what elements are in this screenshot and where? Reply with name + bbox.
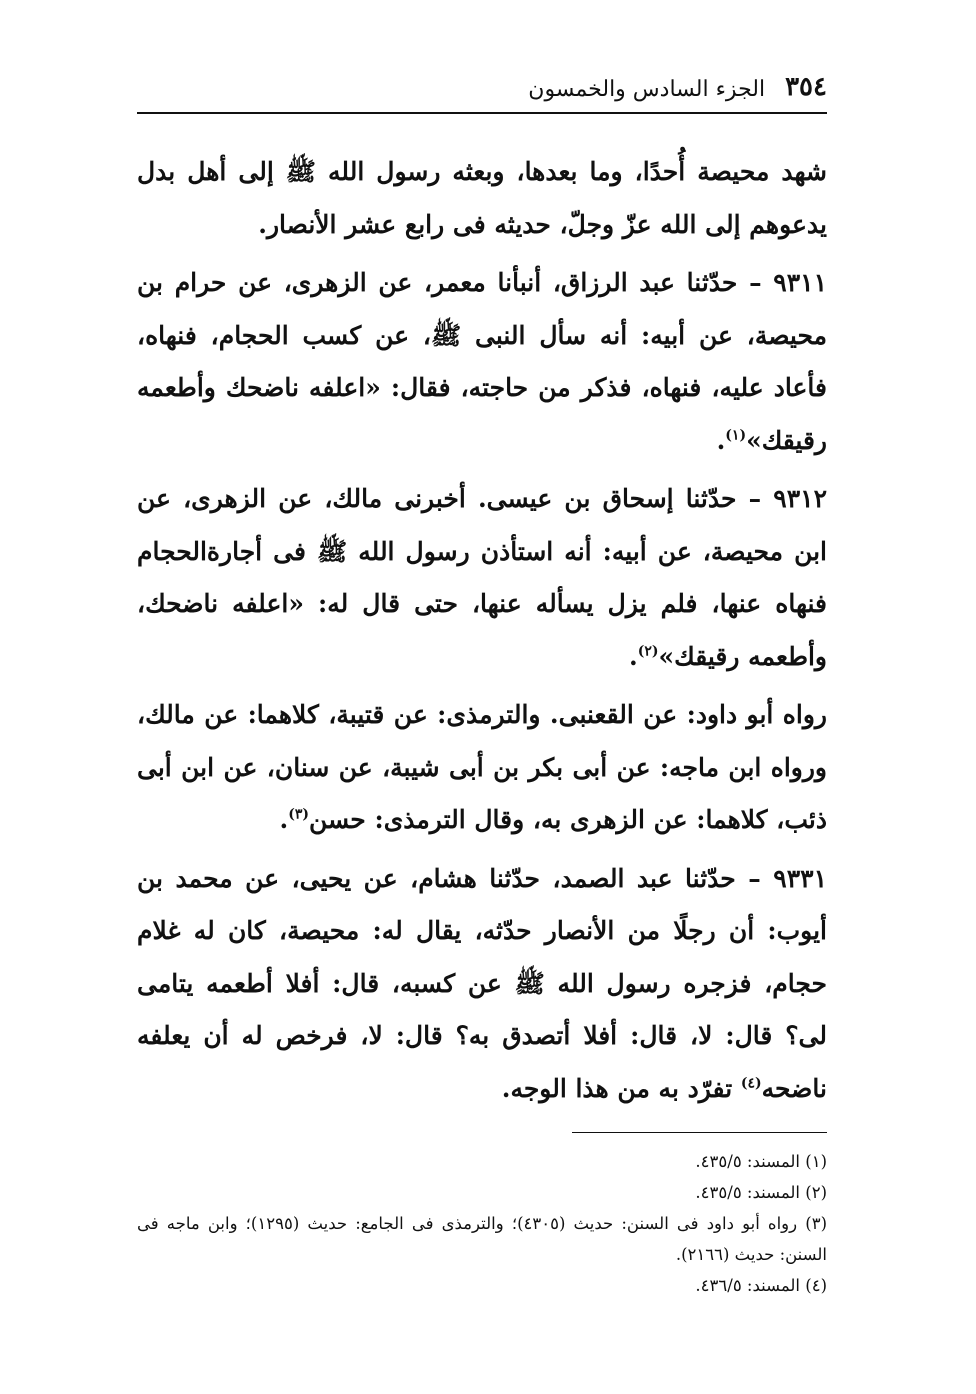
hadith-text: – حدّثنا عبد الرزاق، أنبأنا معمر، عن الزهرى، عن حرام بن محيصة، عن أبيه: أنه سأل النبى ﷺ، عن كسب الحجام، فنهاه، فأعاد عليه، فنهاه، فذكر من حاجته، فقال: «اعلفه ناضحك وأطعمه رقيقك» (137, 268, 827, 455)
footnote-marker: (٤) (740, 1075, 762, 1092)
paragraph-text: شهد محيصة أُحدًا، وما بعدها، وبعثه رسول الله ﷺ إلى أهل بدل يدعوهم إلى الله عزّ وجلّ، حديثه فى رابع عشر الأنصار. (137, 157, 827, 239)
main-text (137, 146, 827, 1115)
paragraph-text: رواه أبو داود: عن القعنبى. والترمذى: عن قتيبة، كلاهما: عن مالك، ورواه ابن ماجه: عن أبى بكر بن أبى شيبة، عن سنان، عن ابن أبى ذئب، كلاهما: عن الزهرى به، وقال الترمذى: حسن (137, 700, 827, 834)
paragraph-text-tail: . (279, 805, 289, 834)
footnote-4: (٤) المسند: ٤٣٦/٥. (695, 1276, 827, 1295)
footnote-marker: (١) (725, 427, 747, 444)
hadith-number: ٩٣٣١ (773, 863, 827, 893)
running-title: الجزء السادس والخمسون (528, 77, 766, 102)
hadith-9311 (137, 257, 827, 467)
page-header (137, 62, 827, 102)
hadith-number: ٩٣١١ (773, 268, 827, 297)
hadith-text-tail: . (629, 641, 638, 671)
takhrij-paragraph (137, 689, 827, 847)
paragraph-intro (137, 146, 827, 251)
footnote-marker: (٣) (288, 806, 309, 823)
hadith-9331 (137, 853, 827, 1116)
footnotes (137, 1146, 827, 1301)
hadith-text: – حدّثنا عبد الصمد، حدّثنا هشام، عن يحيى، عن محمد بن أيوب: أن رجلًا من الأنصار حدّثه، يقال له: محيصة، كان له غلام حجام، فزجره رسول الله ﷺ عن كسبه، قال: أفلا أطعمه يتامى لى؟ قال: لا، قال: أفلا أتصدق به؟ قال: لا، فرخص له أن يعلفه ناضحه (137, 863, 827, 1103)
footnote-marker: (٢) (637, 643, 659, 660)
header-rule (137, 112, 827, 114)
hadith-number: ٩٣١٢ (773, 484, 827, 513)
footnote-1: (١) المسند: ٤٣٥/٥. (695, 1152, 827, 1171)
footnote-3: (٣) رواه أبو داود فى السنن: حديث (٤٣٠٥)؛ والترمذى فى الجامع: حديث (١٢٩٥)؛ وابن ماجه فى السنن: حديث (٢١٦٦). (137, 1214, 827, 1264)
page-number: ٣٥٤ (785, 72, 827, 102)
hadith-text: – حدّثنا إسحاق بن عيسى. أخبرنى مالك، عن الزهرى، عن ابن محيصة، عن أبيه: أنه استأذن رسول الله ﷺ فى أجارةالحجام فنهاه عنها، فلم يزل يسأله عنها، حتى قال له: «اعلفه ناضحك، وأطعمه رقيقك» (137, 484, 827, 671)
hadith-text-tail: . (716, 425, 726, 455)
footnote-rule (572, 1132, 827, 1133)
footnote-2: (٢) المسند: ٤٣٥/٥. (695, 1183, 827, 1202)
hadith-9312 (137, 473, 827, 683)
hadith-text-tail: تفرّد به من هذا الوجه. (501, 1073, 741, 1103)
